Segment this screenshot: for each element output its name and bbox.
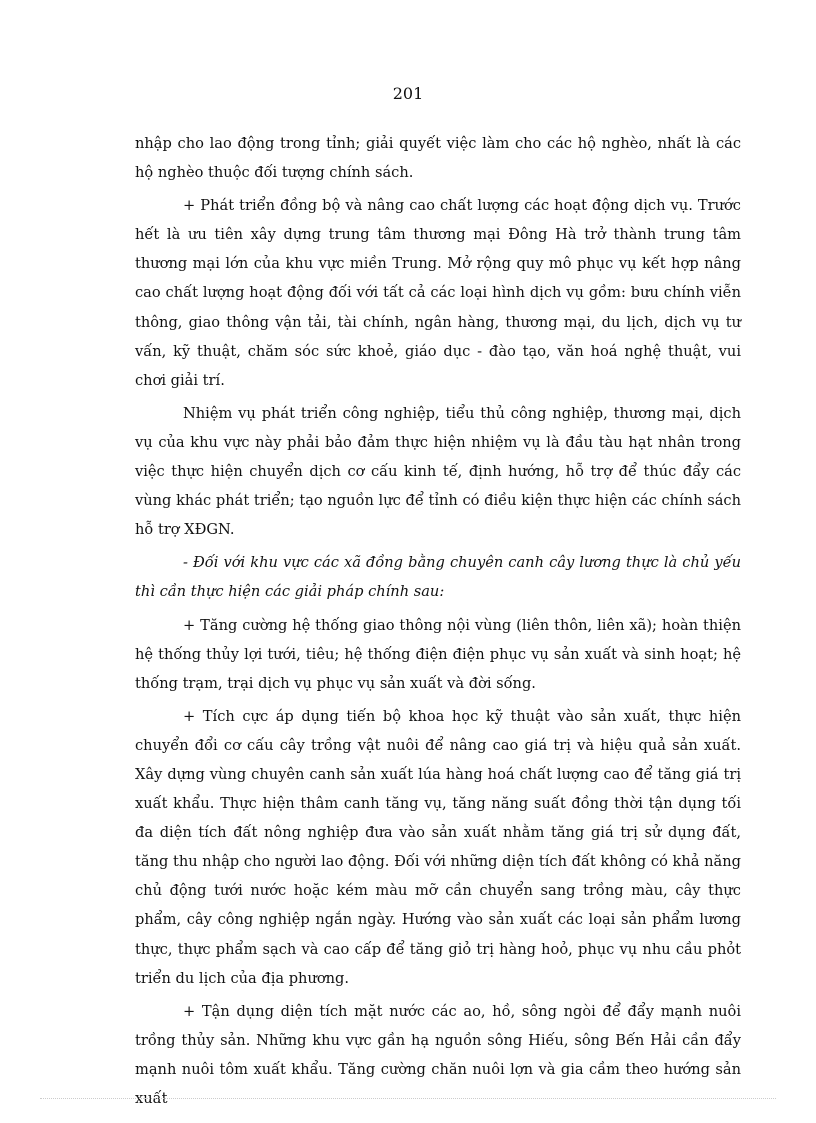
- paragraph-infrastructure: + Tăng cường hệ thống giao thông nội vùng (liên thôn, liên xã); hoàn thiện hệ thống thủy lợi tưới, tiêu; hệ thống điện điện phục vụ sản xuất và sinh hoạt; hệ thống trạm, trại dịch vụ phục vụ sản xuất và đời sống.: [135, 616, 741, 692]
- paragraph-aquaculture: + Tận dụng diện tích mặt nước các ao, hồ, sông ngòi để đẩy mạnh nuôi trồng thủy sản. Những khu vực gần hạ nguồn sông Hiếu, sông Bến Hải cần đẩy mạnh nuôi tôm xuất khẩu. Tăng cường chăn nuôi lợn và gia cầm theo hướng sản xuất: [135, 1002, 741, 1107]
- paragraph-continuation: nhập cho lao động trong tỉnh; giải quyết việc làm cho các hộ nghèo, nhất là các hộ nghèo thuộc đối tượng chính sách.: [135, 135, 741, 182]
- page-number: 201: [392, 84, 424, 103]
- paragraph-services-development: + Phát triển đồng bộ và nâng cao chất lượng các hoạt động dịch vụ. Trước hết là ưu tiên xây dựng trung tâm thương mại Đông Hà trở thành trung tâm thương mại lớn của khu vực miền Trung. Mở rộng quy mô phục vụ kết hợp nâng cao chất lượng hoạt động đối với tất cả các loại hình dịch vụ gồm: bưu chính viễn thông, giao thông vận tải, tài chính, ngân hàng, thương mại, du lịch, dịch vụ tư vấn, kỹ thuật, chăm sóc sức khoẻ, giáo dục - đào tạo, văn hoá nghệ thuật, vui chơi giải trí.: [135, 197, 741, 389]
- page-bottom-divider: [40, 1098, 776, 1099]
- section-heading-plains: - Đối với khu vực các xã đồng bằng chuyên canh cây lương thực là chủ yếu thì cần thực hiện các giải pháp chính sau:: [135, 554, 741, 601]
- paragraph-technology: + Tích cực áp dụng tiến bộ khoa học kỹ thuật vào sản xuất, thực hiện chuyển đổi cơ cấu cây trồng vật nuôi để nâng cao giá trị và hiệu quả sản xuất. Xây dựng vùng chuyên canh sản xuất lúa hàng hoá chất lượng cao để tăng giá trị xuất khẩu. Thực hiện thâm canh tăng vụ, tăng năng suất đồng thời tận dụng tối đa diện tích đất nông nghiệp đưa vào sản xuất nhằm tăng giá trị sử dụng đất, tăng thu nhập cho người lao động. Đối với những diện tích đất không có khả năng chủ động tưới nước hoặc kém màu mỡ cần chuyển sang trồng màu, cây thực phẩm, cây công nghiệp ngắn ngày. Hướng vào sản xuất các loại sản phẩm lương thực, thực phẩm sạch và cao cấp để tăng giỏ trị hàng hoỏ, phục vụ nhu cầu phỏt triển du lịch của địa phương.: [135, 707, 741, 987]
- paragraph-industry-tasks: Nhiệm vụ phát triển công nghiệp, tiểu thủ công nghiệp, thương mại, dịch vụ của khu vực này phải bảo đảm thực hiện nhiệm vụ là đầu tàu hạt nhân trong việc thực hiện chuyển dịch cơ cấu kinh tế, định hướng, hỗ trợ để thúc đẩy các vùng khác phát triển; tạo nguồn lực để tỉnh có điều kiện thực hiện các chính sách hỗ trợ XĐGN.: [135, 404, 741, 539]
- document-body: [135, 129, 741, 1113]
